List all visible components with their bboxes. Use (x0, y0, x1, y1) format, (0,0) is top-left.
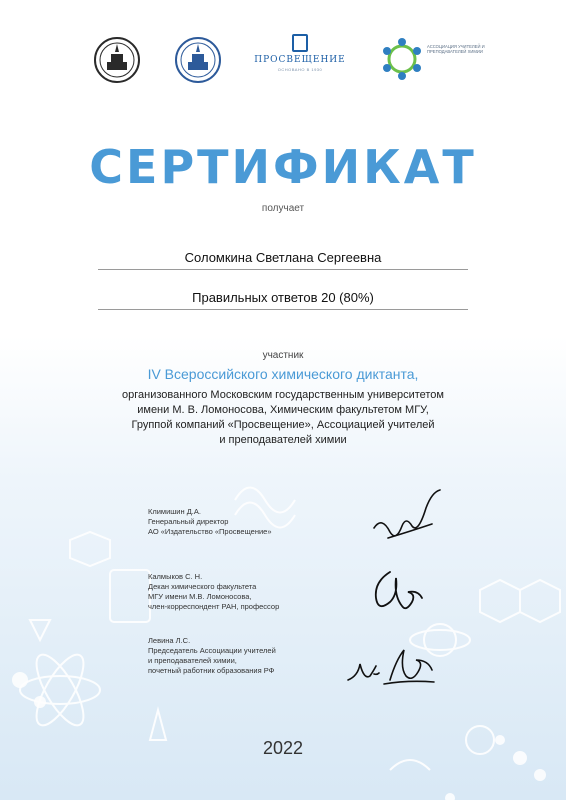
event-name: IV Всероссийского химического диктанта, (147, 366, 419, 382)
receives-label: получает (261, 203, 305, 214)
organizers-line: и преподавателей химии (219, 434, 347, 446)
msu-chemistry-logo (174, 36, 222, 84)
signatory-1 (148, 507, 272, 537)
signatory-line: Климишин Д.А. (148, 507, 201, 516)
recipient-name: Соломкина Светлана Сергеевна (184, 250, 382, 265)
signatory-line: почетный работник образования РФ (148, 666, 275, 675)
signature-klimishin (368, 488, 448, 548)
prosveshchenie-logo (252, 34, 348, 80)
signatory-line: Калмыков С. Н. (148, 572, 203, 581)
publisher-name: ПРОСВЕЩЕНИЕ (254, 55, 346, 65)
publisher-subtitle: ОСНОВАНО В 1930 (277, 67, 323, 72)
organizers-line: имени М. В. Ломоносова, Химическим факультетом МГУ, (137, 404, 429, 416)
signatory-line: Левина Л.С. (148, 636, 191, 645)
book-icon (292, 34, 308, 52)
signatory-line: АО «Издательство «Просвещение» (148, 527, 272, 536)
certificate-year: 2022 (262, 738, 304, 758)
participant-label: участник (262, 350, 304, 361)
signatory-line: Декан химического факультета (148, 582, 257, 591)
signatory-line: Генеральный директор (148, 517, 229, 526)
signature-levina (344, 640, 440, 688)
signatory-3 (148, 636, 276, 676)
score-result: Правильных ответов 20 (80%) (192, 290, 374, 305)
organizers-text (0, 388, 566, 448)
name-underline (98, 269, 468, 270)
signatory-line: МГУ имени М.В. Ломоносова, (148, 592, 252, 601)
signatory-line: член-корреспондент РАН, профессор (148, 602, 280, 611)
association-logo (379, 36, 489, 86)
signature-kalmykov (366, 566, 426, 618)
msu-emblem-logo (93, 36, 141, 84)
organizers-line: Группой компаний «Просвещение», Ассоциацией учителей (131, 419, 435, 431)
signatory-2 (148, 572, 279, 612)
organizers-line: организованного Московским государственным университетом (122, 389, 444, 401)
association-name: АССОЦИАЦИЯ УЧИТЕЛЕЙ И ПРЕПОДАВАТЕЛЕЙ ХИМИИ (427, 44, 485, 54)
signatory-line: Председатель Ассоциации учителей (148, 646, 276, 655)
certificate-title: СЕРТИФИКАТ (89, 140, 477, 194)
score-underline (98, 309, 468, 310)
molecule-network-icon (379, 36, 425, 82)
signatory-line: и преподавателей химии, (148, 656, 237, 665)
